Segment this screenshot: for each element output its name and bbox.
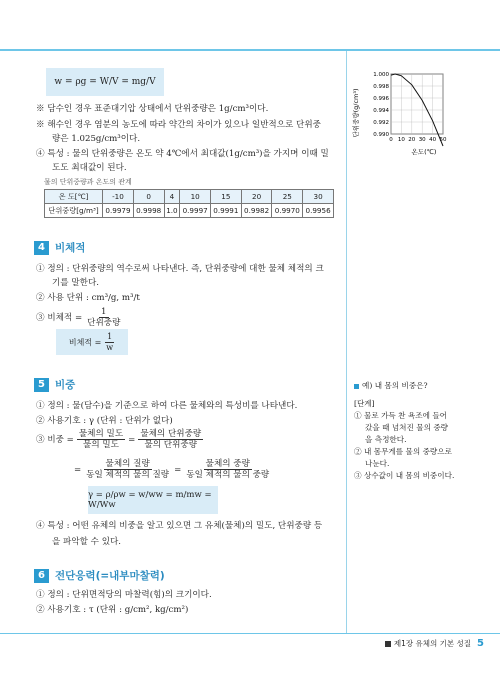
fraction: $\frac{\text{물체의 질량}}{\text{동일 체적의 물의 질량}}$ [86, 459, 170, 480]
chart-xlabel: 온도(℃) [411, 148, 437, 156]
s5-formula-line-1: ③ 비중 = $\frac{\text{물체의 밀도}}{\text{물의 밀도}}$ = $\frac{\text{물체의 단위중량}}{\text{물의 단위중량}}$ [36, 429, 202, 450]
fraction: $\frac{1}{w}$ [106, 331, 114, 352]
fraction: $\frac{1}{\text{단위중량}}$ [87, 307, 121, 328]
table-cell: 30 [303, 190, 334, 204]
table-cell: 단위중량[g/m³] [45, 204, 103, 218]
chart-ytick-label: 0.992 [373, 120, 389, 126]
side-note [354, 380, 484, 482]
s4-formula-label: ③ 비체적 = [36, 312, 83, 323]
table-cell: 온 도[℃] [45, 190, 103, 204]
section-title: 비중 [55, 379, 76, 391]
section-6-header [34, 568, 165, 583]
section-number: 4 [34, 241, 49, 255]
chart-ytick-label: 0.990 [373, 132, 389, 138]
s4-units: ② 사용 단위 : cm³/g, m³/t [36, 293, 140, 303]
s5-definition: ① 정의 : 물(담수)을 기준으로 하여 다른 물체와의 특성비를 나타낸다. [36, 401, 298, 411]
table-cell: 0.9982 [241, 204, 272, 218]
s6-definition: ① 정의 : 단위면적당의 마찰력(힘)의 크기이다. [36, 590, 212, 600]
section-title: 전단응력(=내부마찰력) [55, 570, 165, 582]
table-cell: 10 [180, 190, 211, 204]
footer-square-icon [385, 641, 391, 647]
page-number: 5 [477, 638, 484, 649]
fraction: $\frac{\text{물체의 밀도}}{\text{물의 밀도}}$ [78, 429, 124, 450]
chart-xtick-label: 10 [397, 137, 405, 143]
section-number: 6 [34, 569, 49, 583]
table-cell: -10 [103, 190, 134, 204]
chart-xtick-label: 40 [429, 137, 437, 143]
side-step-2b: 나눈다. [365, 459, 390, 468]
note-freshwater: ※ 담수인 경우 표준대기압 상태에서 단위중량은 1g/cm³이다. [36, 104, 269, 114]
chart-ytick-label: 1.000 [373, 72, 389, 78]
column-divider [346, 51, 347, 633]
table-cell: 25 [272, 190, 303, 204]
table-header-row [45, 190, 334, 204]
unit-weight-formula [46, 68, 164, 96]
section-4-header [34, 240, 85, 255]
specific-gravity-formula: γ = ρ/ρw = w/ww = m/mw = W/Ww [88, 486, 218, 514]
section-number: 5 [34, 378, 49, 392]
table-cell: 20 [241, 190, 272, 204]
table-cell: 0.9991 [211, 204, 242, 218]
formula-text: w = ρg = W/V = mg/V [54, 77, 156, 87]
fraction: $\frac{\text{물체의 중량}}{\text{동일 체적의 물의 중량}}$ [186, 459, 270, 480]
specific-volume-formula: 비체적 = $\frac{1}{w}$ [56, 329, 128, 355]
side-step-title: [단계] [354, 399, 375, 408]
chart-ytick-label: 0.996 [373, 96, 389, 102]
unit-weight-temperature-chart [350, 68, 455, 158]
table-cell: 1.0 [164, 204, 180, 218]
section-title: 비체적 [55, 242, 86, 254]
table-cell: 0.9979 [103, 204, 134, 218]
table-cell: 0.9970 [272, 204, 303, 218]
side-step-1a: ① 물로 가득 찬 욕조에 들어 [354, 411, 448, 420]
table-cell: 0.9997 [180, 204, 211, 218]
table-cell: 15 [211, 190, 242, 204]
chart-xtick-label: 20 [408, 137, 416, 143]
bottom-rule [0, 633, 500, 634]
note-property-1: ④ 특성 : 물의 단위중량은 온도 약 4℃에서 최대값(1g/cm³)을 가지며 이때 밀 [36, 149, 329, 159]
s5-formula-line-2: = $\frac{\text{물체의 질량}}{\text{동일 체적의 물의 질량}}$ = $\frac{\text{물체의 중량}}{\text{동일 체적의 물의 중량}}$ [74, 459, 270, 480]
page-footer [385, 638, 484, 649]
chart-xtick-label: 0 [389, 137, 393, 143]
table-cell: 0.9998 [133, 204, 164, 218]
fraction: $\frac{\text{물체의 단위중량}}{\text{물의 단위중량}}$ [140, 429, 202, 450]
table-caption: 물의 단위중량과 온도의 관계 [44, 178, 132, 186]
table-row [45, 204, 334, 218]
side-question: 예) 내 몸의 비중은? [354, 380, 484, 392]
section-5-header [34, 377, 75, 392]
chapter-title: 제1장 유체의 기본 성질 [393, 639, 472, 648]
side-step-1c: 을 측정한다. [365, 435, 407, 444]
s5-property-1: ④ 특성 : 어떤 유체의 비중을 알고 있으면 그 유체(물체)의 밀도, 단위중량 등 [36, 521, 323, 531]
s6-symbol: ② 사용기호 : τ (단위 : g/cm², kg/cm²) [36, 605, 189, 615]
note-seawater-2: 량은 1.025g/cm³이다. [52, 134, 141, 144]
side-step-3: ③ 상수값이 내 몸의 비중이다. [354, 471, 455, 480]
side-step-1b: 갔을 때 넘쳐진 물의 중량 [365, 423, 449, 432]
s4-formula-line [36, 307, 122, 328]
table-cell: 0.9956 [303, 204, 334, 218]
chart-plot-area [391, 74, 443, 134]
top-rule [0, 49, 500, 51]
chart-ylabel: 단위중량(g/cm³) [352, 88, 360, 138]
s5-property-2: 을 파악할 수 있다. [52, 537, 122, 547]
chart-xtick-label: 30 [418, 137, 426, 143]
side-step-2a: ② 내 몸무게를 물의 중량으로 [354, 447, 452, 456]
s5-symbol: ② 사용기호 : γ (단위 : 단위가 없다) [36, 416, 173, 426]
chart-xtick-label: 50 [439, 137, 447, 143]
chart-ytick-label: 0.994 [373, 108, 389, 114]
unit-weight-table [44, 189, 334, 218]
note-property-2: 도도 최대값이 된다. [52, 163, 127, 173]
s4-definition-1: ① 정의 : 단위중량의 역수로써 나타낸다. 즉, 단위중량에 대한 물체 체적의 크 [36, 264, 324, 274]
bullet-icon [354, 384, 359, 389]
table-cell: 4 [164, 190, 180, 204]
note-seawater-1: ※ 해수인 경우 염분의 농도에 따라 약간의 차이가 있으나 일반적으로 단위중 [36, 120, 321, 130]
chart-ytick-label: 0.998 [373, 84, 389, 90]
s4-definition-2: 기를 말한다. [52, 278, 99, 288]
table-cell: 0 [133, 190, 164, 204]
